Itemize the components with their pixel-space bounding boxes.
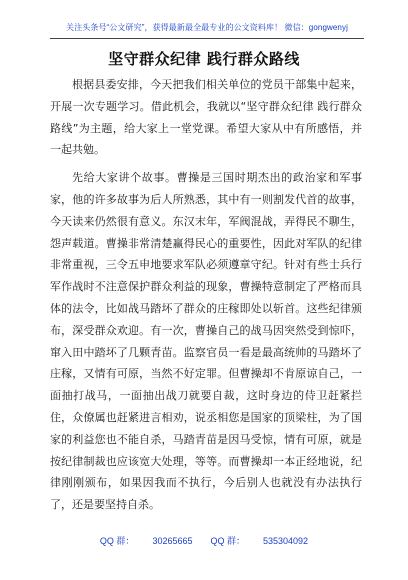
paragraph-story: 先给大家讲个故事。曹操是三国时期杰出的政治家和军事家，他的许多故事为后人所熟悉，其中有一则割发代首的故事，今天读来仍然很有意义。东汉末年，军阀混战，弄得民不聊生，怨声载道。曹操非常清楚赢得民心的重要性，因此对军队的纪律非常重视，三令五申地要求军队必须遵章守纪。针对有些士兵行军作战时不注意保护群众利益的现象，曹操特意制定了严格而具体的法令，比如战马踏坏了群众的庄稼即处以斩首。这些纪律颁布，深受群众欢迎。有一次，曹操自己的战马因突然受到惊吓，窜入田中踏坏了几颗青苗。监察官员一看是最高统帅的马踏坏了庄稼，又情有可原，当然不好定罪。但曹操却不肯原谅自己，一面抽打战马，一面抽出战刀就要自裁，这时身边的侍卫赶紧拦住，众僚属也赶紧进言相劝，说丞相您是国家的顶梁柱，为了国家的利益您也不能自杀，马踏青苗是因马受惊，情有可原，就是按纪律制裁也应该宽大处理，等等。而曹操却一本正经地说，纪律刚刚颁布，如果因我而不执行，今后别人也就没有办法执行了，还是要坚持自杀。 <box>50 171 362 512</box>
qq-label-1: QQ 群： <box>99 536 135 546</box>
document-title: 坚守群众纪律 践行群众路线 <box>108 50 300 68</box>
qq-value-2: 535304092 <box>263 536 309 546</box>
qq-group-2 <box>210 536 308 546</box>
paragraph-intro: 根据县委安排，今天把我们相关单位的党员干部集中起来，开展一次专题学习。借此机会，我就以“坚守群众纪律 践行群众路线”为主题，给大家上一堂党课。希望大家从中有所感悟，并一起共勉。 <box>50 78 362 157</box>
qq-label-2: QQ 群： <box>210 536 245 546</box>
qq-value-1: 30265665 <box>152 536 193 546</box>
header-divider <box>50 38 364 39</box>
document-body <box>50 74 362 516</box>
header-banner: 关注头条号“公文研究”，获得最新最全最专业的公文资料库！ 微信：gongwenyj <box>66 23 348 32</box>
footer-contact <box>0 534 408 547</box>
qq-group-1 <box>100 536 193 546</box>
